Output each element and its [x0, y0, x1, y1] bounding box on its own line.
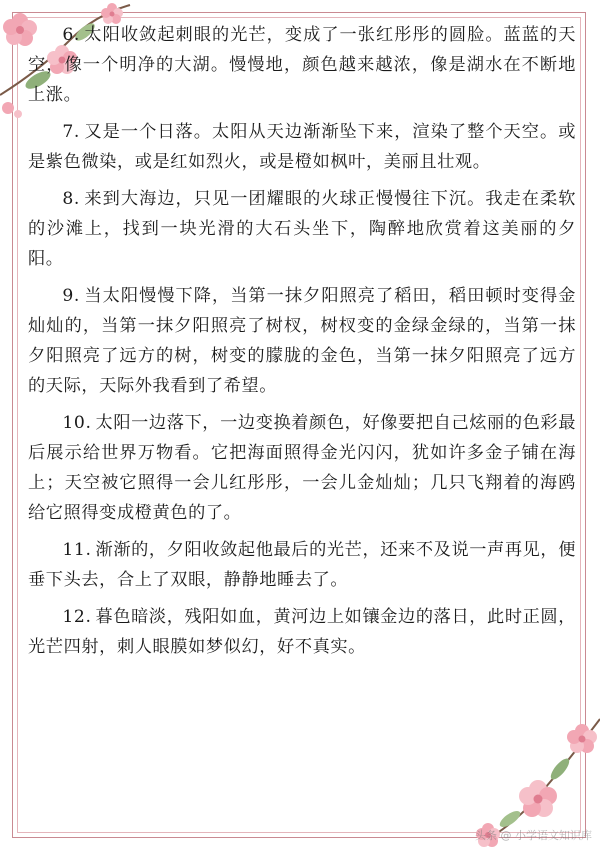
- paragraph-number: 10.: [62, 413, 92, 433]
- watermark: 头条 @ 小学语文知识库: [475, 829, 592, 842]
- article-body: [28, 20, 576, 669]
- paragraph-number: 8.: [62, 189, 80, 209]
- paragraph-number: 12.: [62, 607, 92, 627]
- paragraph-8: [28, 184, 576, 274]
- paragraph-number: 6.: [62, 25, 80, 45]
- paragraph-text: 当太阳慢慢下降，当第一抹夕阳照亮了稻田，稻田顿时变得金灿灿的，当第一抹夕阳照亮了树杈，树杈变的金绿金绿的，当第一抹夕阳照亮了远方的树，树变的朦胧的金色，当第一抹夕阳照亮了远方的天际，天际外我看到了希望。: [28, 286, 576, 396]
- paragraph-9: [28, 281, 576, 401]
- paragraph-number: 7.: [62, 122, 80, 142]
- paragraph-text: 渐渐的，夕阳收敛起他最后的光芒，还来不及说一声再见，便垂下头去，合上了双眼，静静地睡去了。: [28, 540, 576, 590]
- paragraph-text: 太阳收敛起刺眼的光芒，变成了一张红彤彤的圆脸。蓝蓝的天空，像一个明净的大湖。慢慢地，颜色越来越浓，像是湖水在不断地上涨。: [28, 25, 576, 105]
- paragraph-text: 来到大海边，只见一团耀眼的火球正慢慢往下沉。我走在柔软的沙滩上，找到一块光滑的大石头坐下，陶醉地欣赏着这美丽的夕阳。: [28, 189, 576, 269]
- paragraph-10: [28, 408, 576, 528]
- paragraph-text: 暮色暗淡，残阳如血，黄河边上如镶金边的落日，此时正圆，光芒四射，刺人眼膜如梦似幻，好不真实。: [28, 607, 576, 657]
- paragraph-6: [28, 20, 576, 110]
- paragraph-11: [28, 535, 576, 595]
- paragraph-7: [28, 117, 576, 177]
- paragraph-number: 9.: [62, 286, 80, 306]
- paragraph-text: 太阳一边落下，一边变换着颜色，好像要把自己炫丽的色彩最后展示给世界万物看。它把海面照得金光闪闪，犹如许多金子铺在海上；天空被它照得一会儿红彤彤，一会儿金灿灿；几只飞翔着的海鸥给它照得变成橙黄色的了。: [28, 413, 576, 523]
- paragraph-text: 又是一个日落。太阳从天边渐渐坠下来，渲染了整个天空。或是紫色微染，或是红如烈火，或是橙如枫叶，美丽且壮观。: [28, 122, 576, 172]
- paragraph-12: [28, 602, 576, 662]
- paragraph-number: 11.: [62, 540, 92, 560]
